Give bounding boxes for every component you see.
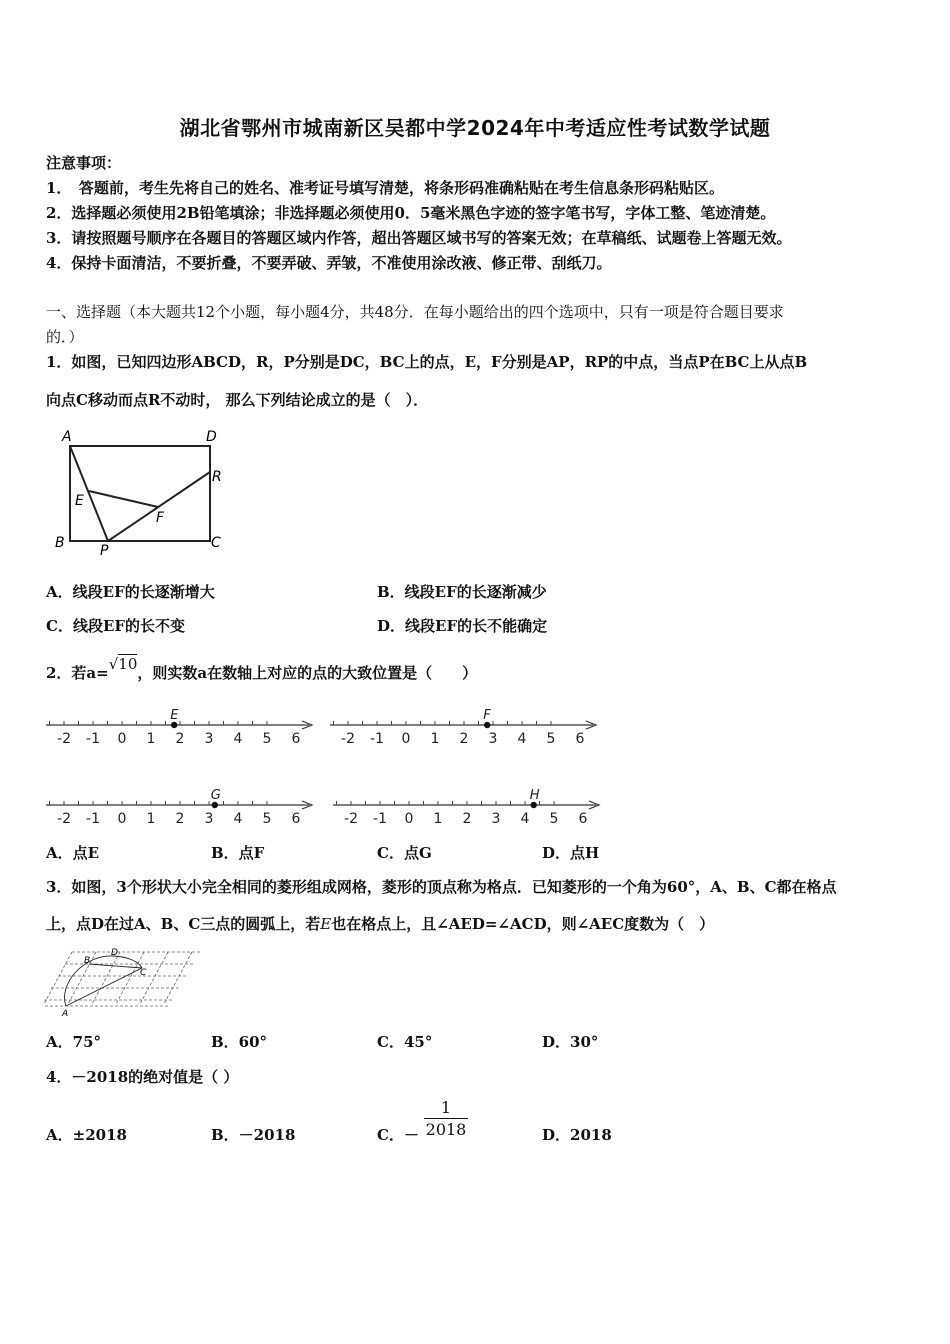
q2-numberline-h (331, 783, 606, 833)
notice-item-3: 3．请按照题号顺序在各题目的答题区域内作答，超出答题区域书写的答案无效；在草稿纸、试题卷上答题无效。 (46, 229, 792, 247)
q2-sqrt-sign: √ (108, 655, 119, 673)
q2-sqrt-radicand: 10 (118, 655, 138, 673)
q1-option-b: B．线段EF的长逐渐减少 (377, 583, 547, 601)
q3-option-c: C．45° (377, 1033, 433, 1051)
tick-label: -2 (57, 731, 71, 747)
tick-label: 0 (404, 811, 414, 827)
notice-item-4: 4．保持卡面清洁，不要折叠，不要弄破、弄皱，不准使用涂改液、修正带、刮纸刀。 (46, 254, 612, 272)
tick-label: 1 (146, 811, 156, 827)
q2-option-d: D．点H (542, 844, 600, 862)
tick-label: 5 (549, 811, 559, 827)
point-label: G (210, 788, 221, 803)
q3-label-A: A (62, 1009, 69, 1019)
q1-figure (50, 423, 240, 563)
q1-label-R: R (212, 469, 222, 485)
tick-label: 3 (204, 811, 214, 827)
q3-option-b: B．60° (211, 1033, 268, 1051)
point-label: F (483, 708, 491, 723)
section1-line1: 一、选择题（本大题共12个小题，每小题4分，共48分．在每小题给出的四个选项中，只有一项是符合题目要求 (46, 303, 784, 321)
tick-label: 0 (117, 811, 127, 827)
q2-stem-suffix: ，则实数a在数轴上对应的点的大致位置是（ ） (137, 664, 478, 682)
tick-label: 6 (291, 811, 301, 827)
tick-label: 6 (578, 811, 588, 827)
q2-option-c: C．点G (377, 844, 432, 862)
q3-label-C: C (140, 968, 147, 978)
notice-item-2: 2．选择题必须使用2B铅笔填涂；非选择题必须使用0．5毫米黑色字迹的签字笔书写，字体工整、笔迹清楚。 (46, 204, 776, 222)
q1-option-c: C．线段EF的长不变 (46, 617, 186, 635)
q4-option-b: B．－2018 (211, 1126, 296, 1144)
tick-label: 1 (430, 731, 440, 747)
q1-label-C: C (211, 535, 221, 551)
tick-label: 4 (517, 731, 527, 747)
q3-stem-line1: 3．如图，3个形状大小完全相同的菱形组成网格，菱形的顶点称为格点．已知菱形的一个角为60°，A、B、C都在格点 (46, 878, 837, 896)
q4-option-a: A．±2018 (46, 1126, 127, 1144)
q3-option-d: D．30° (542, 1033, 599, 1051)
q4-fraction-numerator: 1 (424, 1098, 468, 1119)
tick-label: 5 (262, 731, 272, 747)
tick-label: -2 (341, 731, 355, 747)
point-label: E (170, 708, 179, 723)
q4-stem: 4．－2018的绝对值是（ ） (46, 1068, 239, 1086)
q1-option-a: A．线段EF的长逐渐增大 (46, 583, 215, 601)
tick-label: -1 (86, 811, 100, 827)
tick-label: 3 (204, 731, 214, 747)
tick-label: -1 (373, 811, 387, 827)
q2-stem (46, 655, 478, 683)
q3-figure (44, 944, 204, 1019)
q3-stem-e: E (320, 915, 332, 933)
q3-label-B: B (84, 956, 91, 966)
q2-numberline-e (44, 703, 319, 753)
q2-option-b: B．点F (211, 844, 265, 862)
tick-label: 5 (546, 731, 556, 747)
q2-option-a: A．点E (46, 844, 100, 862)
tick-label: 0 (117, 731, 127, 747)
tick-label: -1 (86, 731, 100, 747)
tick-label: 2 (175, 731, 185, 747)
tick-label: 3 (491, 811, 501, 827)
q4-option-c: C．－ (377, 1126, 419, 1144)
q2-stem-prefix: 2．若a= (46, 664, 109, 682)
point-label: H (529, 788, 540, 803)
tick-label: 1 (146, 731, 156, 747)
tick-label: 4 (233, 731, 243, 747)
tick-label: -2 (57, 811, 71, 827)
q1-stem-line1: 1．如图，已知四边形ABCD，R，P分别是DC，BC上的点，E，F分别是AP，RP的中点，当点P在BC上从点B (46, 353, 808, 371)
q3-stem-line2-b: 也在格点上，且∠AED=∠ACD，则∠AEC度数为（ ） (331, 915, 715, 933)
q1-label-P: P (100, 543, 109, 559)
tick-label: 6 (291, 731, 301, 747)
q1-stem-line2: 向点C移动而点R不动时， 那么下列结论成立的是（ ）． (46, 391, 429, 409)
q1-label-D: D (206, 429, 217, 445)
q1-label-F: F (156, 510, 165, 526)
tick-label: 3 (488, 731, 498, 747)
q1-label-B: B (55, 535, 65, 551)
q1-option-d: D．线段EF的长不能确定 (377, 617, 548, 635)
q1-label-A: A (62, 429, 72, 445)
tick-label: 5 (262, 811, 272, 827)
q4-option-d: D．2018 (542, 1126, 612, 1144)
q2-numberline-g (44, 783, 319, 833)
q4-fraction (424, 1098, 468, 1139)
tick-label: -1 (370, 731, 384, 747)
q2-numberline-f (328, 703, 603, 753)
tick-label: 4 (520, 811, 530, 827)
notice-item-1: 1． 答题前，考生先将自己的姓名、准考证号填写清楚，将条形码准确粘贴在考生信息条形码粘贴区。 (46, 179, 724, 197)
q3-label-D: D (111, 948, 118, 958)
tick-label: 0 (401, 731, 411, 747)
tick-label: 2 (459, 731, 469, 747)
tick-label: 4 (233, 811, 243, 827)
tick-label: 6 (575, 731, 585, 747)
q4-fraction-denominator: 2018 (425, 1120, 467, 1139)
tick-label: -2 (344, 811, 358, 827)
q3-stem-line2 (46, 914, 714, 934)
page-title: 湖北省鄂州市城南新区吴都中学2024年中考适应性考试数学试题 (179, 116, 771, 140)
notice-heading: 注意事项： (46, 154, 122, 172)
q3-stem-line2-a: 上，点D在过A、B、C三点的圆弧上，若 (46, 915, 321, 933)
q1-label-E: E (75, 493, 84, 509)
q3-option-a: A．75° (46, 1033, 102, 1051)
section1-line2: 的．） (46, 328, 84, 346)
tick-label: 2 (462, 811, 472, 827)
q2-sqrt (109, 655, 138, 673)
tick-label: 1 (433, 811, 443, 827)
tick-label: 2 (175, 811, 185, 827)
